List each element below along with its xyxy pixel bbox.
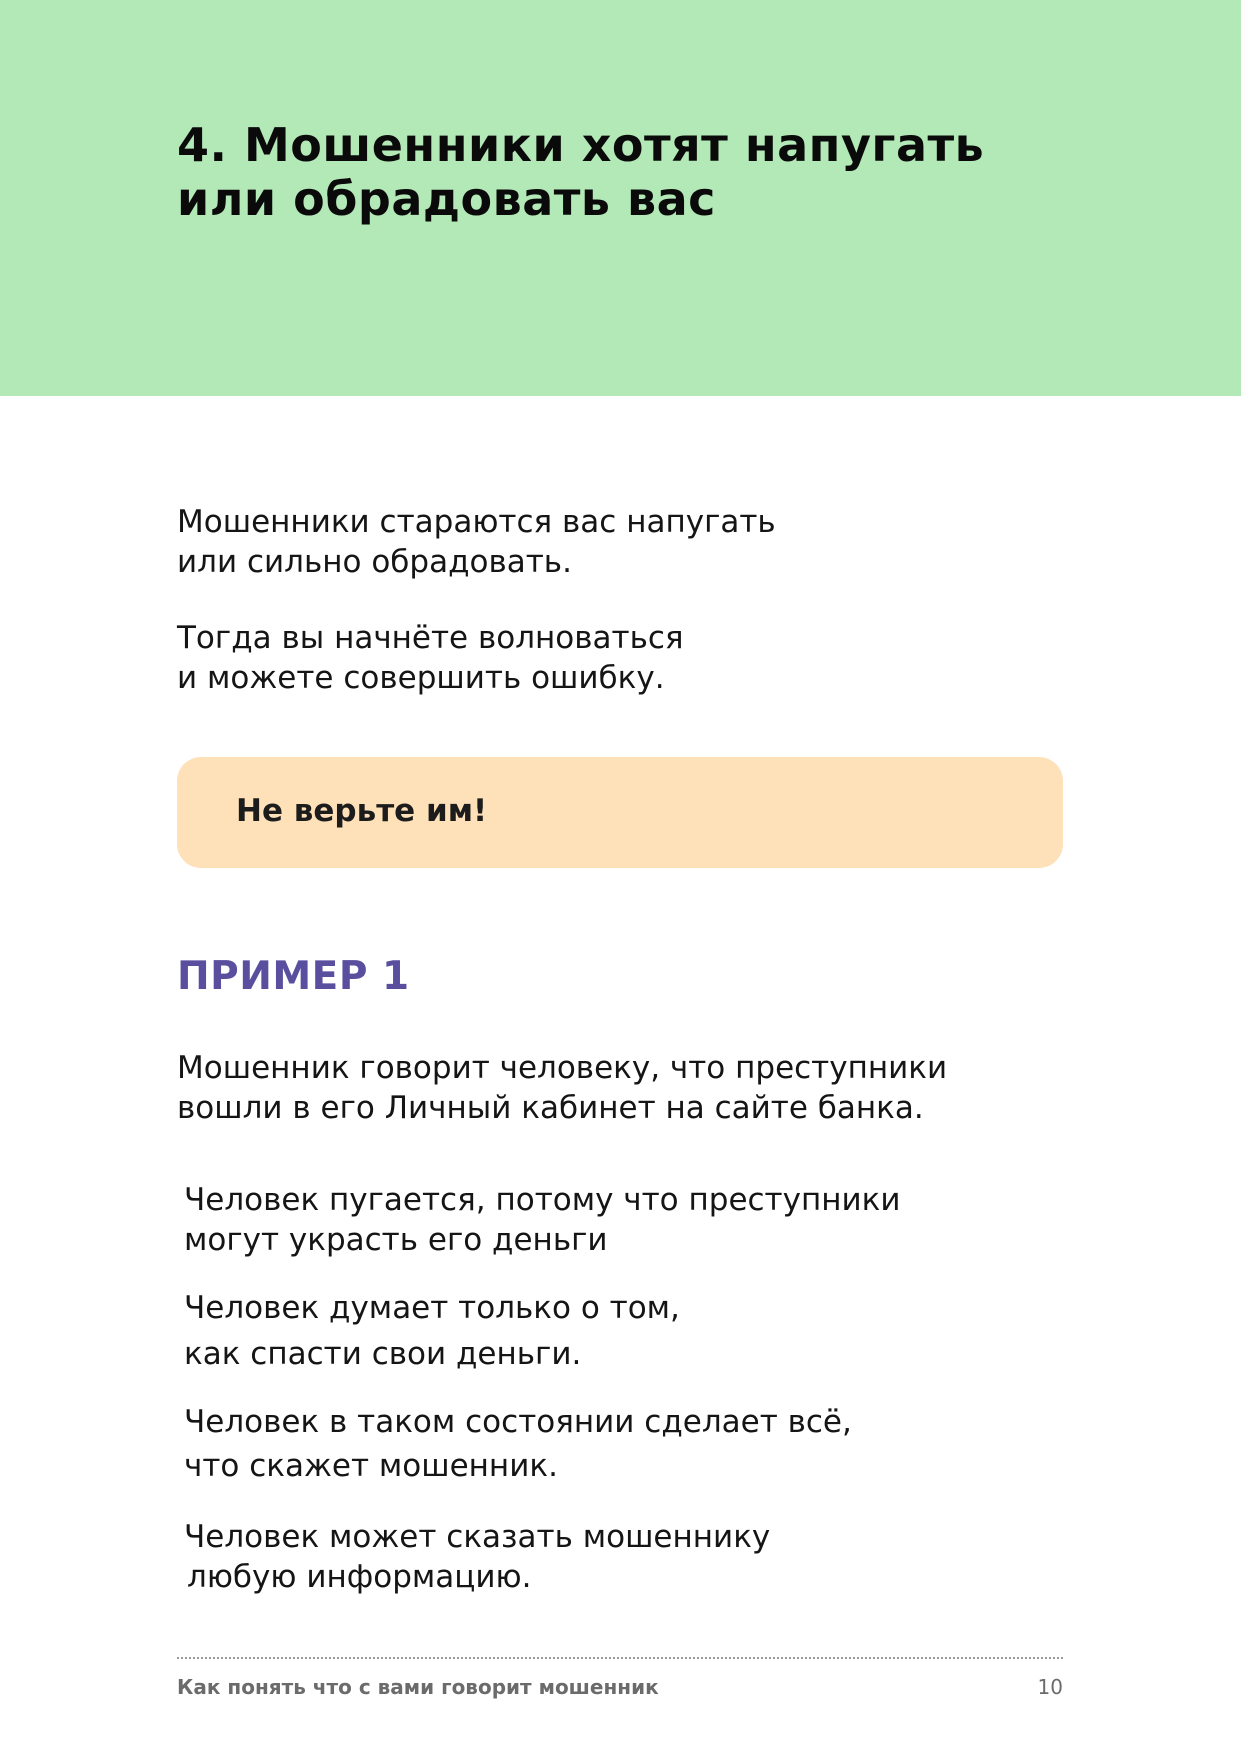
text-line: Человек думает только о том,	[184, 1290, 680, 1326]
page-title-line: или обрадовать вас	[177, 172, 716, 226]
intro-paragraph-2	[177, 618, 684, 698]
text-line: могут украсть его деньги	[184, 1222, 608, 1258]
text-line: как спасти свои деньги.	[184, 1336, 582, 1372]
text-line: Мошенники стараются вас напугать	[177, 504, 776, 540]
text-line: Мошенник говорит человеку, что преступники	[177, 1050, 948, 1086]
text-line: Тогда вы начнёте волноваться	[177, 620, 684, 656]
text-line: вошли в его Личный кабинет на сайте банка.	[177, 1090, 924, 1126]
list-item	[184, 1517, 770, 1597]
text-line: любую информацию.	[187, 1559, 532, 1595]
text-line: что скажет мошенник.	[184, 1448, 558, 1484]
list-item	[184, 1402, 852, 1486]
text-line: Человек может сказать мошеннику	[184, 1519, 771, 1555]
header-banner	[0, 0, 1241, 396]
list-item	[184, 1288, 680, 1374]
page-title-line: 4. Мошенники хотят напугать	[177, 118, 985, 172]
warning-text: Не верьте им!	[236, 793, 488, 829]
text-line: Человек пугается, потому что преступники	[184, 1182, 901, 1218]
text-line: или сильно обрадовать.	[177, 544, 572, 580]
example-description	[177, 1048, 947, 1128]
example-heading: ПРИМЕР 1	[177, 954, 410, 999]
footer-title: Как понять что с вами говорит мошенник	[177, 1675, 659, 1699]
text-line: Человек в таком состоянии сделает всё,	[184, 1404, 852, 1440]
intro-paragraph-1	[177, 502, 776, 582]
page-number: 10	[1037, 1675, 1063, 1699]
warning-callout	[177, 757, 1063, 868]
list-item	[184, 1180, 901, 1260]
page-title	[177, 118, 1157, 226]
footer-divider	[177, 1657, 1063, 1659]
text-line: и можете совершить ошибку.	[177, 660, 665, 696]
